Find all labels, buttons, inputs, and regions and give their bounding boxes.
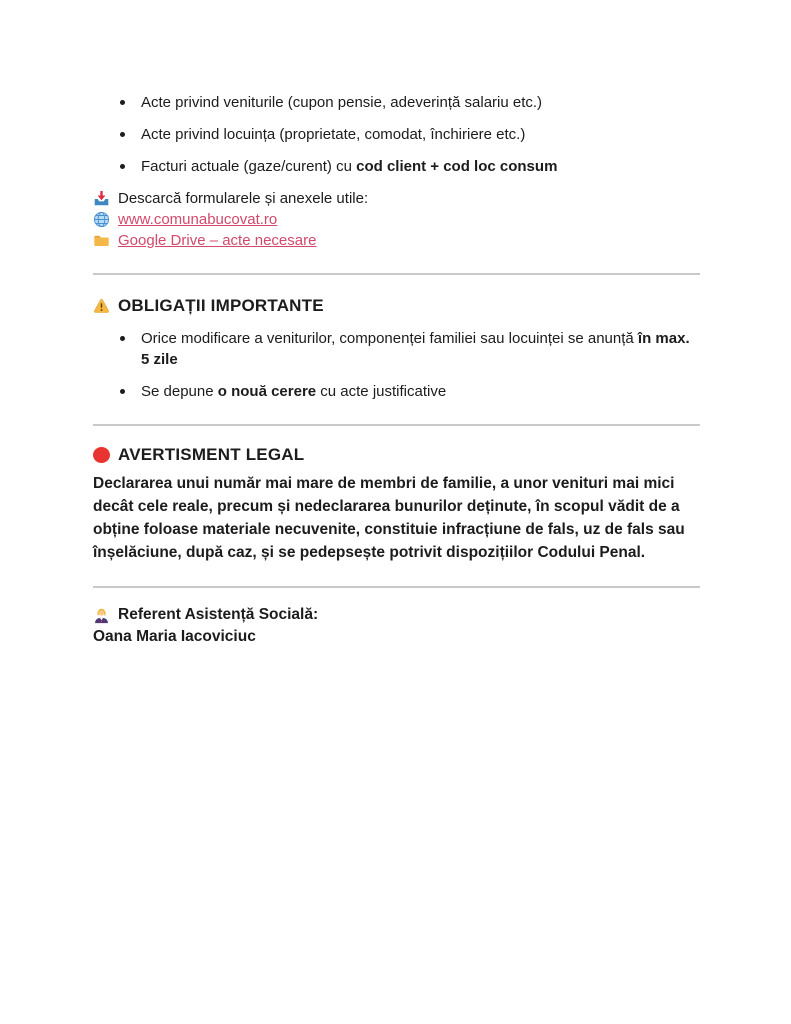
drive-link-row — [93, 230, 700, 251]
signature-name: Oana Maria Iacoviciuc — [93, 628, 256, 645]
required-documents-list — [93, 92, 700, 177]
list-item-bold-text: o nouă cerere — [217, 383, 317, 400]
list-item-text: Acte privind locuința (proprietate, comodat, închiriere etc.) — [141, 126, 526, 143]
list-item — [93, 381, 700, 402]
office-worker-icon — [93, 607, 110, 624]
legal-warning-heading-text: AVERTISMENT LEGAL — [118, 445, 305, 464]
list-item — [93, 328, 700, 370]
list-item — [93, 124, 700, 145]
list-item-bold-text: cod client + cod loc consum — [356, 158, 558, 175]
list-item-text: Orice modificare a veniturilor, componenței familiei sau locuinței se anunță — [141, 330, 638, 347]
list-item-text: cu acte justificative — [316, 383, 447, 400]
inbox-tray-download-icon — [93, 190, 110, 207]
list-item — [93, 92, 700, 113]
website-link-row — [93, 209, 700, 230]
obligations-heading-text: OBLIGAȚII IMPORTANTE — [118, 296, 324, 315]
legal-warning-heading — [93, 444, 700, 465]
divider — [93, 273, 700, 275]
list-item-text: Acte privind veniturile (cupon pensie, adeverință salariu etc.) — [141, 94, 543, 111]
signature-block — [93, 604, 700, 648]
signature-role: Referent Asistență Socială: — [118, 606, 319, 623]
legal-warning-body: Declararea unui număr mai mare de membri de familie, a unor venituri mai mici decât cele reale, precum și nedeclararea bunurilor deținute, în scopul vădit de a obține foloase materiale necuvenite, constituie infracțiune de fals, uz de fals sau înșelăciune, după caz, și se pedepsește potrivit dispozițiilor Codului Penal. — [93, 475, 685, 561]
list-item-text: Se depune — [141, 383, 218, 400]
downloads-label: Descarcă formularele și anexele utile: — [118, 190, 369, 207]
divider — [93, 586, 700, 588]
downloads-section — [93, 188, 700, 251]
warning-triangle-icon — [93, 297, 110, 314]
signature-role-row — [93, 604, 700, 626]
list-item-bold-text: în max. 5 zile — [141, 330, 690, 368]
list-item — [93, 156, 700, 177]
red-circle-icon — [93, 447, 110, 463]
obligations-list — [93, 328, 700, 402]
folder-icon — [93, 232, 110, 249]
google-drive-link[interactable]: Google Drive – acte necesare — [118, 232, 317, 249]
obligations-heading — [93, 295, 700, 316]
divider — [93, 424, 700, 426]
list-item-text: Facturi actuale (gaze/curent) cu — [141, 158, 357, 175]
globe-icon — [93, 211, 110, 228]
website-link[interactable]: www.comunabucovat.ro — [118, 211, 278, 228]
downloads-label-row — [93, 188, 700, 209]
